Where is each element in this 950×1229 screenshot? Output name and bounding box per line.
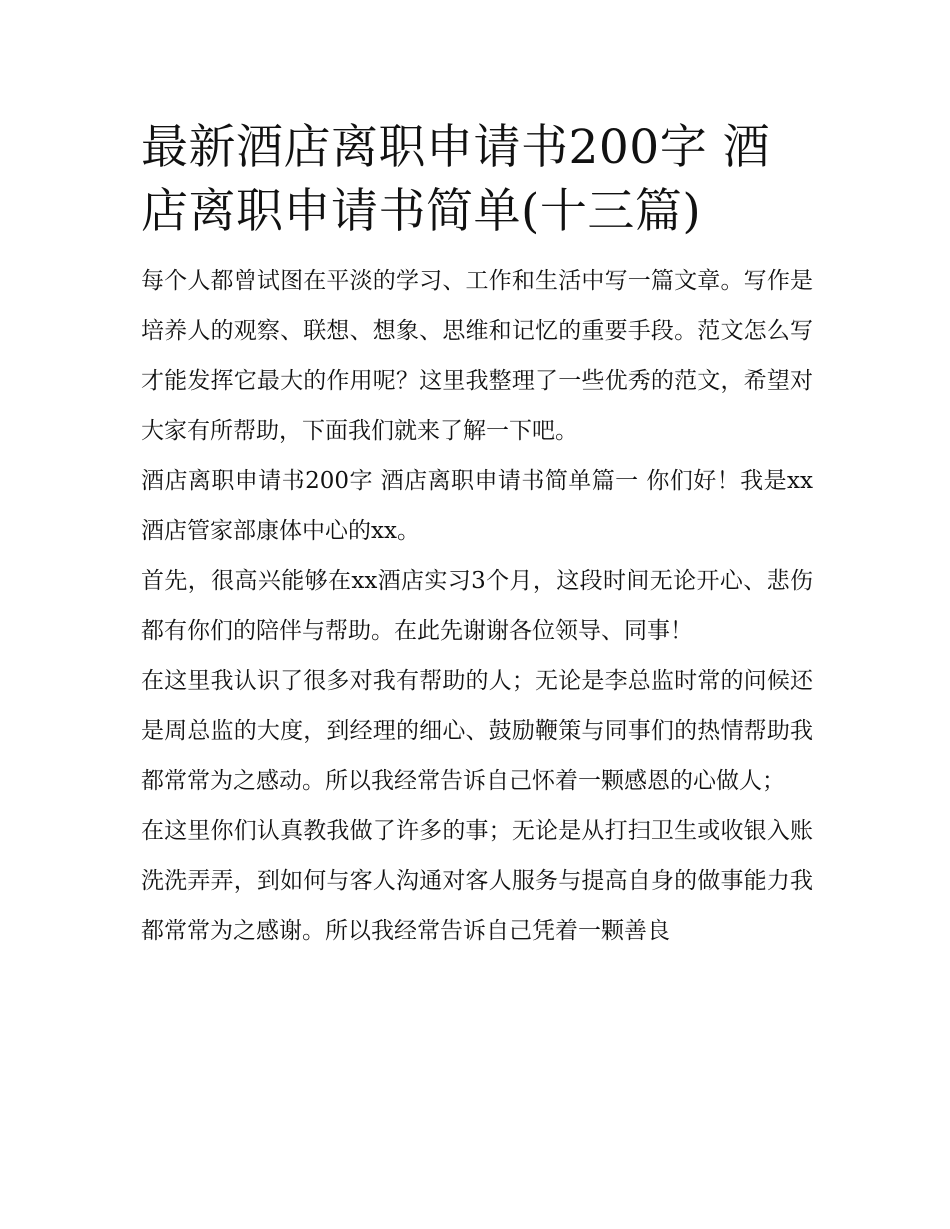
- paragraph-learning: 在这里你们认真教我做了许多的事；无论是从打扫卫生或收银入账洗洗弄弄，到如何与客人沟通对客人服务与提高自身的做事能力我都常常为之感谢。所以我经常告诉自己凭着一颗善良: [141, 818, 813, 944]
- paragraph-intro: 每个人都曾试图在平淡的学习、工作和生活中写一篇文章。写作是培养人的观察、联想、想象、思维和记忆的重要手段。范文怎么写才能发挥它最大的作用呢？这里我整理了一些优秀的范文，希望对大家有所帮助，下面我们就来了解一下吧。: [141, 268, 813, 444]
- paragraph-greeting: 酒店离职申请书200字 酒店离职申请书简单篇一 你们好！我是xx酒店管家部康体中心的xx。: [141, 468, 813, 544]
- paragraph-people: 在这里我认识了很多对我有帮助的人；无论是李总监时常的问候还是周总监的大度，到经理的细心、鼓励鞭策与同事们的热情帮助我都常常为之感动。所以我经常告诉自己怀着一颗感恩的心做人；: [141, 668, 813, 794]
- paragraph-thanks: 首先，很高兴能够在xx酒店实习3个月，这段时间无论开心、悲伤都有你们的陪伴与帮助。在此先谢谢各位领导、同事！: [141, 568, 813, 644]
- document-title: 最新酒店离职申请书200字 酒店离职申请书简单(十三篇): [141, 120, 771, 239]
- document-body: [141, 116, 813, 956]
